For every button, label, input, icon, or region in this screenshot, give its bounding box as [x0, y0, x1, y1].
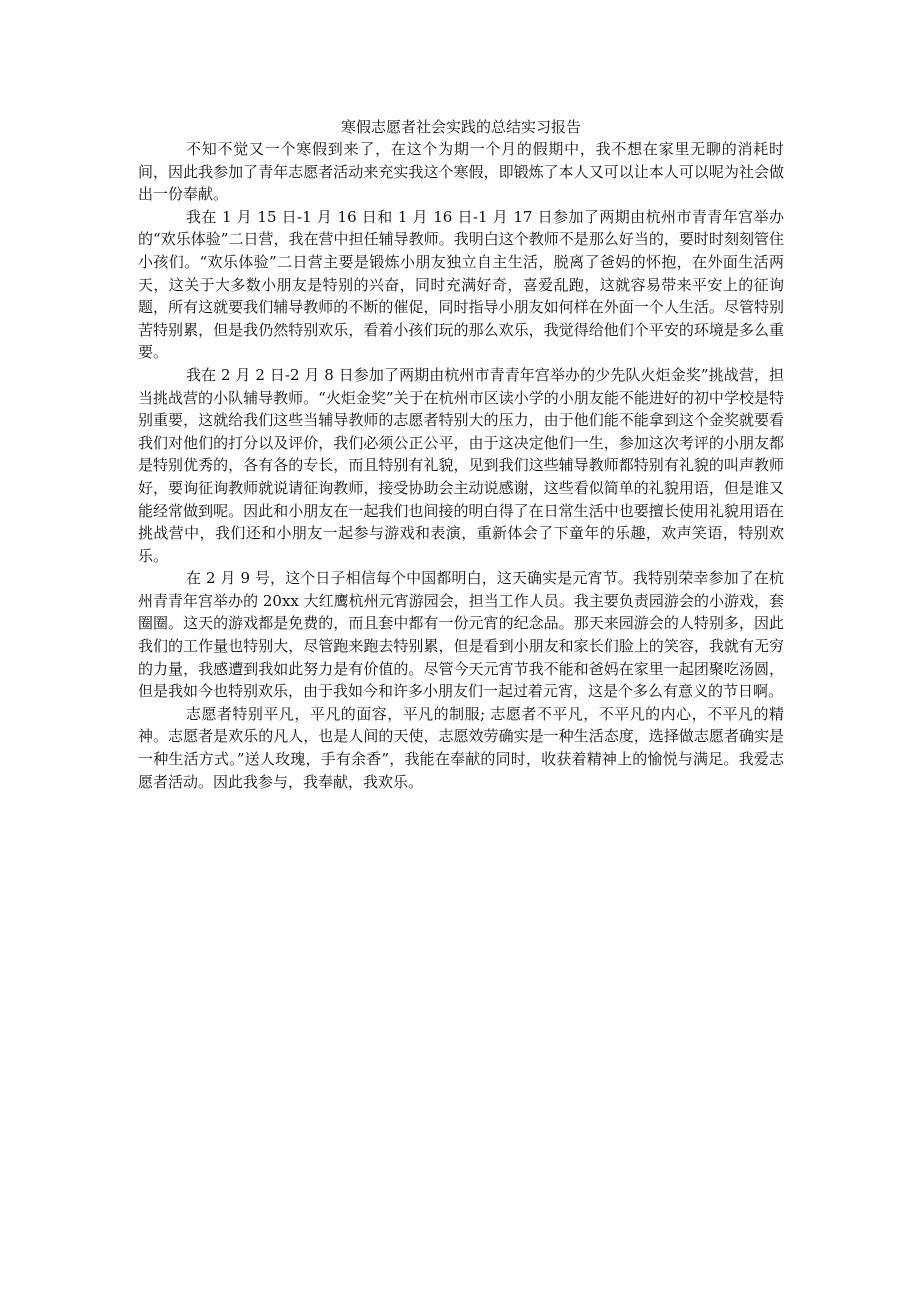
paragraph-intro: 不知不觉又一个寒假到来了，在这个为期一个月的假期中，我不想在家里无聊的消耗时间，因此我参加了青年志愿者活动来充实我这个寒假，即锻炼了本人又可以让本人可以呢为社会做出一份奉献。: [138, 140, 784, 204]
paragraph-lantern-festival: 在 2 月 9 号，这个日子相信每个中国都明白，这天确实是元宵节。我特别荣幸参加了在杭州青青年宫举办的 20xx 大红鹰杭州元宵游园会，担当工作人员。我主要负责园游会的小游戏，套圈圈。这天的游戏都是免费的，而且套中都有一份元宵的纪念品。那天来园游会的人特别多，因此我们的工作量也特别大，尽管跑来跑去特别累，但是看到小朋友和家长们脸上的笑容，我就有无穷的力量，我感遭到我如此努力是有价值的。尽管今天元宵节我不能和爸妈在家里一起团聚吃汤圆，但是我如今也特别欢乐，由于我如今和许多小朋友们一起过着元宵，这是个多么有意义的节日啊。: [138, 569, 784, 701]
document-page: [138, 116, 784, 793]
paragraph-conclusion: 志愿者特别平凡，平凡的面容，平凡的制服; 志愿者不平凡，不平凡的内心，不平凡的精神。志愿者是欢乐的凡人，也是人间的天使，志愿效劳确实是一种生活态度，选择做志愿者确实是一种生活方式。”送人玫瑰，手有余香”，我能在奉献的同时，收获着精神上的愉悦与满足。我爱志愿者活动。因此我参与，我奉献，我欢乐。: [138, 704, 784, 791]
paragraph-january-camp: 我在 1 月 15 日-1 月 16 日和 1 月 16 日-1 月 17 日参加了两期由杭州市青青年宫举办的“欢乐体验”二日营，我在营中担任辅导教师。我明白这个教师不是那么好当的，要时时刻刻管住小孩们。“欢乐体验”二日营主要是锻炼小朋友独立自主生活，脱离了爸妈的怀抱，在外面生活两天，这关于大多数小朋友是特别的兴奋，同时充满好奇，喜爱乱跑，这就容易带来平安上的征询题，所有这就要我们辅导教师的不断的催促，同时指导小朋友如何样在外面一个人生活。尽管特别苦特别累，但是我仍然特别欢乐，看着小孩们玩的那么欢乐，我觉得给他们个平安的环境是多么重要。: [138, 207, 784, 362]
paragraph-february-camp: 我在 2 月 2 日-2 月 8 日参加了两期由杭州市青青年宫举办的少先队火炬金奖”挑战营，担当挑战营的小队辅导教师。“火炬金奖”关于在杭州市区读小学的小朋友能不能进好的初中学校是特别重要，这就给我们这些当辅导教师的志愿者特别大的压力，由于他们能不能拿到这个金奖就要看我们对他们的打分以及评价，我们必须公正公平，由于这决定他们一生，参加这次考评的小朋友都是特别优秀的，各有各的专长，而且特别有礼貌，见到我们这些辅导教师都特别有礼貌的叫声教师好，要询征询教师就说请征询教师，接受协助会主动说感谢，这些看似简单的礼貌用语，但是谁又能经常做到呢。因此和小朋友在一起我们也间接的明白得了在日常生活中也要擅长使用礼貌用语在挑战营中，我们还和小朋友一起参与游戏和表演，重新体会了下童年的乐趣，欢声笑语，特别欢乐。: [138, 365, 784, 565]
document-title: 寒假志愿者社会实践的总结实习报告: [340, 118, 581, 136]
